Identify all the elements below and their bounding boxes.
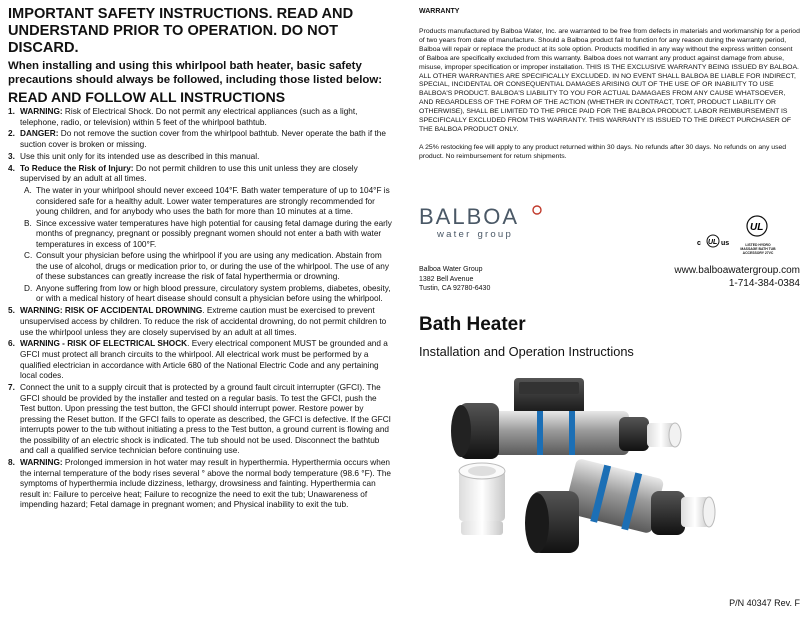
sub-instruction-letter: B. (24, 218, 32, 228)
sub-instruction-item (20, 219, 393, 251)
safety-intro-line-1: When installing and using this whirlpool bath heater, basic safety (8, 60, 362, 72)
instruction-number: 8. (8, 458, 15, 468)
company-street: 1382 Bell Avenue (419, 275, 474, 283)
instruction-item (8, 383, 393, 457)
instruction-text: Risk of Electrical Shock. Do not permit any electrical appliances (such as a light, telephone, radio, or television) within 5 feet of the whirlpool bathtub. (20, 107, 358, 127)
logo-tagline (437, 229, 513, 240)
logo-tagline-word-2: group (477, 229, 514, 240)
instruction-text: Do not permit children to use this unit unless they are closely supervised by an adult at all times. (20, 163, 358, 184)
instruction-item (8, 306, 393, 338)
company-city: Tustin, CA 92780-6430 (419, 285, 491, 293)
instruction-text: Use this unit only for its intended use as described in this manual. (20, 151, 260, 161)
logo-accent-icon (531, 204, 543, 216)
product-title: Bath Heater (419, 314, 526, 335)
instruction-number: 2. (8, 129, 15, 139)
safety-intro-line-2: precautions should always be followed, including those listed below: (8, 74, 383, 86)
sub-instruction-item (20, 251, 393, 283)
warranty-and-product-column (419, 8, 800, 608)
instruction-number: 4. (8, 163, 15, 173)
warranty-title: WARRANTY (419, 8, 460, 15)
instruction-lead: WARNING - RISK OF ELECTRICAL SHOCK (20, 339, 188, 349)
sub-instruction-item (20, 186, 393, 218)
cul-us-svg (697, 234, 737, 248)
safety-title-line-2: UNDERSTAND PRIOR TO OPERATION. DO NOT DISCARD. (8, 23, 338, 56)
instruction-item (8, 164, 393, 305)
instruction-item (8, 339, 393, 381)
restocking-note: A 25% restocking fee will apply to any product returned within 30 days. No refunds after 30 days. No refunds on any used product. No reimbursement for return shipments. (419, 143, 787, 160)
svg-text:UL: UL (750, 222, 764, 233)
ul-listed-mark-icon (739, 210, 776, 255)
instruction-item (8, 458, 393, 511)
sub-instruction-text: Since excessive water temperatures have high potential for causing fetal damage during the early months of pregnancy, pregnant or possibly pregnant women should not enter a bath with water temperatures in excess of 100°F. (36, 218, 392, 249)
svg-text:us: us (721, 240, 730, 247)
sub-instruction-item (20, 284, 393, 305)
instruction-number: 3. (8, 151, 15, 161)
product-subtitle: Installation and Operation Instructions (419, 344, 634, 359)
sub-instruction-text: Anyone suffering from low or high blood pressure, circulatory system problems, diabetes, obesity, or with a medical history of heart disease should consult a physician before using the whirlpool. (36, 283, 391, 304)
instruction-lead: WARNING: (20, 458, 63, 468)
sub-instruction-text: The water in your whirlpool should never exceed 104°F. Bath water temperature of up to 104°F is considered safe for a healthy adult. Lower water temperatures are strongly recommended for young children, and for anybody who uses the bath for more than 10 minutes at a time. (36, 186, 390, 217)
instruction-lead: WARNING: RISK OF ACCIDENTAL DROWNING (20, 306, 203, 316)
instruction-item (8, 152, 393, 163)
balboa-logo (419, 204, 549, 254)
logo-wordmark: BALBOA (419, 204, 520, 229)
instruction-number: 6. (8, 339, 15, 349)
lower-heater (525, 458, 715, 553)
instruction-lead: To Reduce the Risk of Injury: (20, 163, 134, 173)
instruction-list (8, 107, 393, 511)
company-phone: 1-714-384-0384 (728, 277, 800, 289)
instruction-text: . Extreme caution must be exercised to prevent unsupervised access by children. To reduce the risk of accidental drowning, do not permit children to use the whirlpool unless they are closely supervised by an adult at all times. (20, 306, 387, 337)
logo-tagline-word-1: water (437, 229, 472, 240)
sub-instruction-list (20, 186, 393, 305)
safety-title-line-1: IMPORTANT SAFETY INSTRUCTIONS. READ AND (8, 6, 354, 22)
safety-instructions-column (8, 6, 393, 512)
sub-instruction-letter: C. (24, 251, 33, 261)
svg-text:c: c (697, 240, 701, 247)
sub-instruction-letter: A. (24, 186, 32, 195)
instruction-item (8, 107, 393, 128)
instruction-number: 5. (8, 306, 15, 316)
ul-listing-text: LISTED HYDRO MASSAGE BATH TUB ACCESSORY 27VC (740, 243, 776, 255)
svg-text:UL: UL (708, 239, 718, 246)
pvc-fittings (459, 463, 505, 535)
part-number: P/N 40347 Rev. F (729, 598, 800, 608)
instruction-text: . Every electrical component MUST be grounded and a GFCI must protect all branch circuits to the whirlpool. All electrical work must be performed by a qualified electrician in accordance with Article 680 of the National Electric Code and any pertaining local codes. (20, 339, 388, 381)
section-subtitle: READ AND FOLLOW ALL INSTRUCTIONS (8, 89, 286, 105)
ul-listed-svg (739, 210, 775, 244)
instruction-text: Connect the unit to a supply circuit that is protected by a ground fault circuit interrupter (GFCI). The GFCI should be provided by the installer and tested on a regular basis. To test the GFCI, push the Test button. Upon pressing the test button, the GFCI should interrupt power. Restore power by pressing the Reset button. If the GFCI fails to operate as described, the GFCI is defective. If the GFCI interrupts power to the tub without initiating a press to the Test button, a ground current is flowing and the possibility of an electric shock is indicated. The tub should not be used. Disconnect the bathtub and call a qualified service technician before continuing use. (20, 383, 391, 456)
bath-heater-photo (419, 373, 719, 563)
company-address (419, 265, 490, 294)
instruction-text: Do not remove the suction cover from the whirlpool bathtub. Never operate the bath if the suction cover is broken or missing. (20, 129, 386, 150)
company-website: www.balboawatergroup.com (674, 265, 800, 276)
instruction-text: Prolonged immersion in hot water may result in hyperthermia. Hyperthermia occurs when the internal temperature of the body rises several ° above the normal body temperature (98.6 °F). The symptoms of hyperthermia include dizziness, lethargy, drowsiness and fainting. Hyperthermia can result in: Failure to perceive heat; Failure to recognize the need to exit the tub; Unawareness of impending hazard; Fetal damage in pregnant women; and Physical inability to exit the tub. (20, 458, 392, 510)
company-name: Balboa Water Group (419, 266, 483, 273)
instruction-number: 7. (8, 383, 15, 393)
upper-heater (451, 378, 681, 459)
company-contact (674, 265, 800, 291)
sub-instruction-letter: D. (24, 283, 33, 293)
warranty-body: Products manufactured by Balboa Water, Inc. are warranted to be free from defects in materials and workmanship for a period of two years from date of manufacture. Should a Balboa product fail to function for any reason during the warranty period, Balboa will repair or replace the product at its sole option. Products modified in any way without the express written consent of Balboa are specifically excluded from this warranty. Balboa does not warrant any product against damage from abuse, misuse, improper specification or improper installation. THIS IS THE EXCLUSIVE WARRANTY BEING ISSUED BY BALBOA. ALL OTHER WARRANTIES ARE SPECIFICALLY EXCLUDED. IN NO EVENT SHALL BALBOA BE LIABLE FOR INDIRECT, SPECIAL, INCIDENTAL OR CONSEQUENTIAL DAMAGES ARISING OUT OF THE USE OF OR INABILITY TO USE BALBOA'S PRODUCT. BALBOA'S LIABILITY TO YOU FOR ACTUAL DAMAGAES FROM ANY CAUSE WHATSOEVER, AND REGARDLESS OF THE FORM OF THE ACTION (WHETHER IN CONTRACT, TORT, PRODUCT LIABILITY OR OTHERWISE), SHALL BE LIMITED TO THE PRICE PAID FOR THE BALBOA PRODUCT. LABOR REIMBURSEMENT IS SPECIFICALLY EXCLUDED FROM THIS WARRANTY. THIS WARRANTY IS ISSUED TO THE DIRECT PURCHASER OF THE BALBOA PRODUCT ONLY. (419, 28, 800, 133)
cul-us-mark-icon (697, 234, 737, 253)
instruction-lead: DANGER: (20, 129, 59, 139)
instruction-lead: WARNING: (20, 107, 63, 116)
instruction-number: 1. (8, 107, 15, 116)
instruction-item (8, 129, 393, 150)
sub-instruction-text: Consult your physician before using the whirlpool if you are using any medication. Abstain from the use of alcohol, drugs or medication prior to, or during the use of the whirlpool. The use of any of these substances can greatly increase the risk of fatal hyperthermia or drowning. (36, 251, 389, 282)
